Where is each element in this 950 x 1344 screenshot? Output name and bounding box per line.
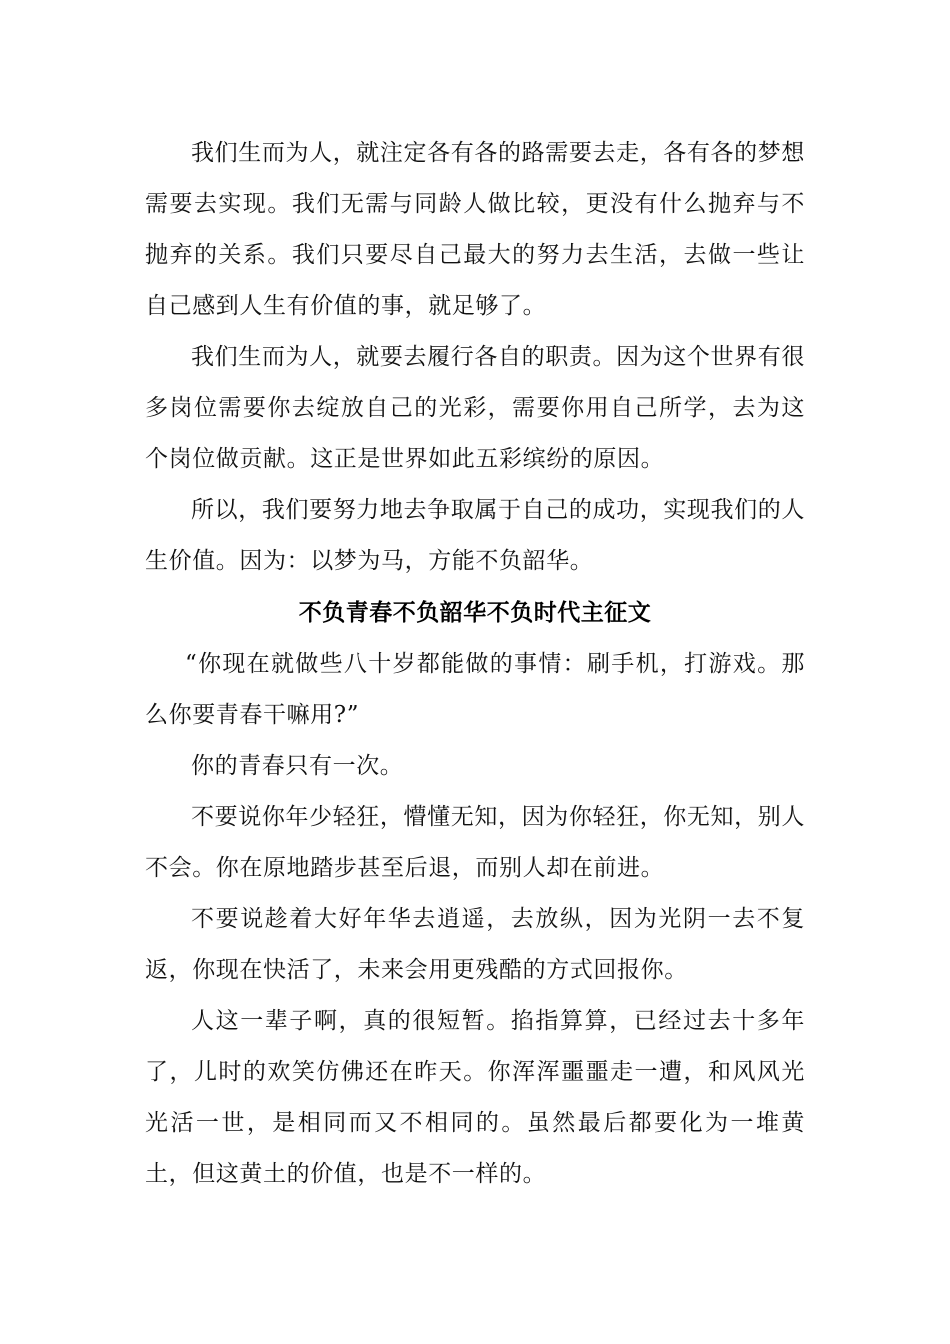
document-body xyxy=(145,128,805,1200)
paragraph-6: 不要说你年少轻狂，懵懂无知，因为你轻狂，你无知，别人不会。你在原地踏步甚至后退，而别人却在前进。 xyxy=(145,804,805,881)
essay-title: 不负青春不负韶华不负时代主征文 xyxy=(298,600,652,626)
paragraph-1: 我们生而为人，就注定各有各的路需要去走，各有各的梦想需要去实现。我们无需与同龄人做比较，更没有什么抛弃与不抛弃的关系。我们只要尽自己最大的努力去生活，去做一些让自己感到人生有价值的事，就足够了。 xyxy=(145,140,805,319)
paragraph-8: 人这一辈子啊，真的很短暂。掐指算算，已经过去十多年了，儿时的欢笑仿佛还在昨天。你浑浑噩噩走一遭，和风风光光活一世，是相同而又不相同的。虽然最后都要化为一堆黄土，但这黄土的价值，也是不一样的。 xyxy=(145,1008,805,1187)
paragraph-5: 你的青春只有一次。 xyxy=(191,753,404,779)
paragraph-2: 我们生而为人，就要去履行各自的职责。因为这个世界有很多岗位需要你去绽放自己的光彩，需要你用自己所学，去为这个岗位做贡献。这正是世界如此五彩缤纷的原因。 xyxy=(145,344,805,472)
paragraph-4: “你现在就做些八十岁都能做的事情：刷手机，打游戏。那么你要青春干嘛用?” xyxy=(145,651,805,728)
paragraph-3: 所以，我们要努力地去争取属于自己的成功，实现我们的人生价值。因为：以梦为马，方能不负韶华。 xyxy=(145,497,805,574)
paragraph-7: 不要说趁着大好年华去逍遥，去放纵，因为光阴一去不复返，你现在快活了，未来会用更残酷的方式回报你。 xyxy=(145,906,805,983)
